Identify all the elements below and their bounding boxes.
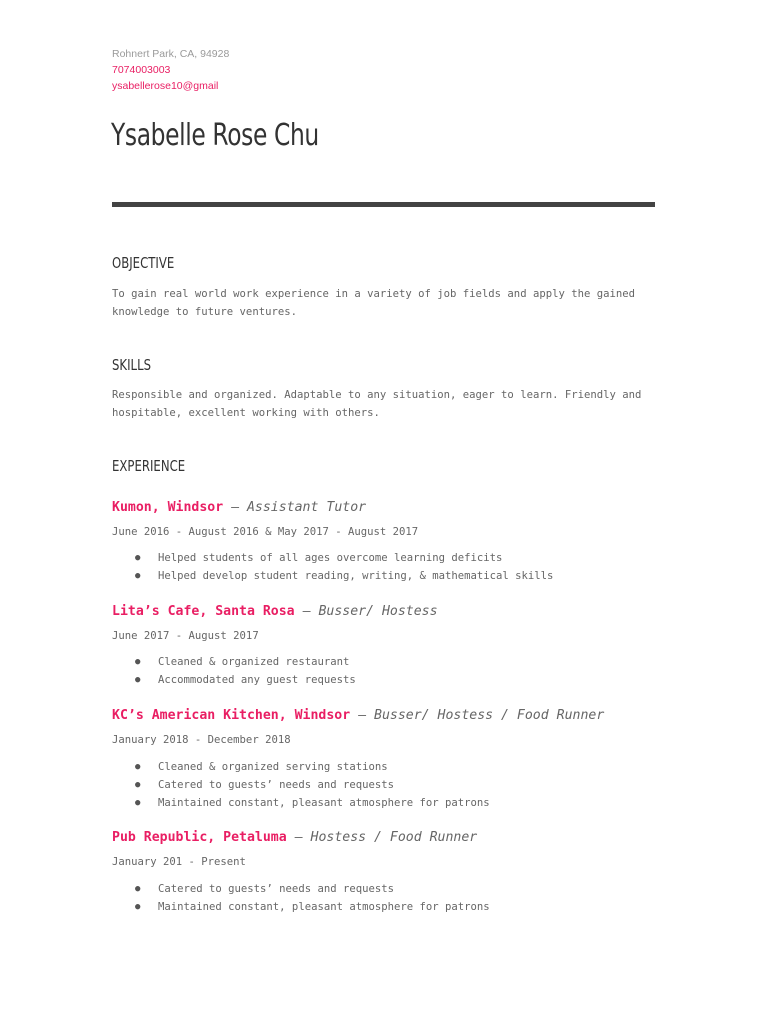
job-title-line xyxy=(112,830,477,845)
header-divider xyxy=(112,202,655,207)
job-role: Busser/ Hostess / Food Runner xyxy=(374,708,605,723)
list-item xyxy=(112,671,356,689)
bullet-text: Helped develop student reading, writing, & mathematical skills xyxy=(158,570,554,582)
job-company: Lita’s Cafe, Santa Rosa xyxy=(112,604,295,619)
bullet-text: Maintained constant, pleasant atmosphere for patrons xyxy=(158,901,490,913)
job-company: Pub Republic, Petaluma xyxy=(112,830,287,845)
job-role: Hostess / Food Runner xyxy=(310,830,478,845)
job-separator: — xyxy=(350,708,375,723)
bullet-icon: ● xyxy=(135,798,141,808)
bullet-icon: ● xyxy=(135,780,141,790)
contact-phone[interactable]: 7074003003 xyxy=(112,64,171,76)
bullet-text: Catered to guests’ needs and requests xyxy=(158,883,394,895)
bullet-icon: ● xyxy=(135,902,141,912)
job-dates: January 201 - Present xyxy=(112,856,246,868)
list-item xyxy=(112,567,553,585)
list-item xyxy=(112,880,490,898)
contact-address: Rohnert Park, CA, 94928 xyxy=(112,48,230,60)
job-title-line xyxy=(112,500,366,515)
bullet-text: Accommodated any guest requests xyxy=(158,674,356,686)
list-item xyxy=(112,898,490,916)
job-role: Assistant Tutor xyxy=(246,500,367,515)
job-dates: June 2017 - August 2017 xyxy=(112,630,259,642)
contact-email[interactable]: ysabellerose10@gmail xyxy=(112,80,219,92)
job-title-line xyxy=(112,604,438,619)
contact-block xyxy=(112,46,229,94)
job-separator: — xyxy=(294,604,319,619)
bullet-text: Helped students of all ages overcome learning deficits xyxy=(158,552,503,564)
list-item xyxy=(112,776,490,794)
list-item xyxy=(112,758,490,776)
bullet-icon: ● xyxy=(135,884,141,894)
job-title-line xyxy=(112,708,604,723)
list-item xyxy=(112,549,553,567)
bullet-text: Maintained constant, pleasant atmosphere for patrons xyxy=(158,797,490,809)
bullet-icon: ● xyxy=(135,675,141,685)
applicant-name: Ysabelle Rose Chu xyxy=(111,118,319,153)
bullet-icon: ● xyxy=(135,571,141,581)
bullet-text: Cleaned & organized restaurant xyxy=(158,656,350,668)
experience-heading: EXPERIENCE xyxy=(112,457,186,475)
bullet-icon: ● xyxy=(135,762,141,772)
bullet-icon: ● xyxy=(135,657,141,667)
objective-heading: OBJECTIVE xyxy=(112,254,175,272)
bullet-text: Cleaned & organized serving stations xyxy=(158,761,388,773)
objective-text: To gain real world work experience in a variety of job fields and apply the gained knowledge to future ventures. xyxy=(112,288,635,318)
job-company: KC’s American Kitchen, Windsor xyxy=(112,708,351,723)
job-dates: June 2016 - August 2016 & May 2017 - August 2017 xyxy=(112,526,419,538)
job-separator: — xyxy=(286,830,311,845)
job-bullet-list xyxy=(112,880,490,916)
bullet-icon: ● xyxy=(135,553,141,563)
job-bullet-list xyxy=(112,653,356,689)
bullet-text: Catered to guests’ needs and requests xyxy=(158,779,394,791)
job-role: Busser/ Hostess xyxy=(318,604,438,619)
job-dates: January 2018 - December 2018 xyxy=(112,734,291,746)
job-company: Kumon, Windsor xyxy=(112,500,224,515)
list-item xyxy=(112,794,490,812)
job-bullet-list xyxy=(112,758,490,812)
job-bullet-list xyxy=(112,549,553,585)
list-item xyxy=(112,653,356,671)
skills-text: Responsible and organized. Adaptable to any situation, eager to learn. Friendly and hospitable, excellent working with others. xyxy=(112,389,642,419)
skills-heading: SKILLS xyxy=(112,356,152,374)
job-separator: — xyxy=(223,500,247,515)
